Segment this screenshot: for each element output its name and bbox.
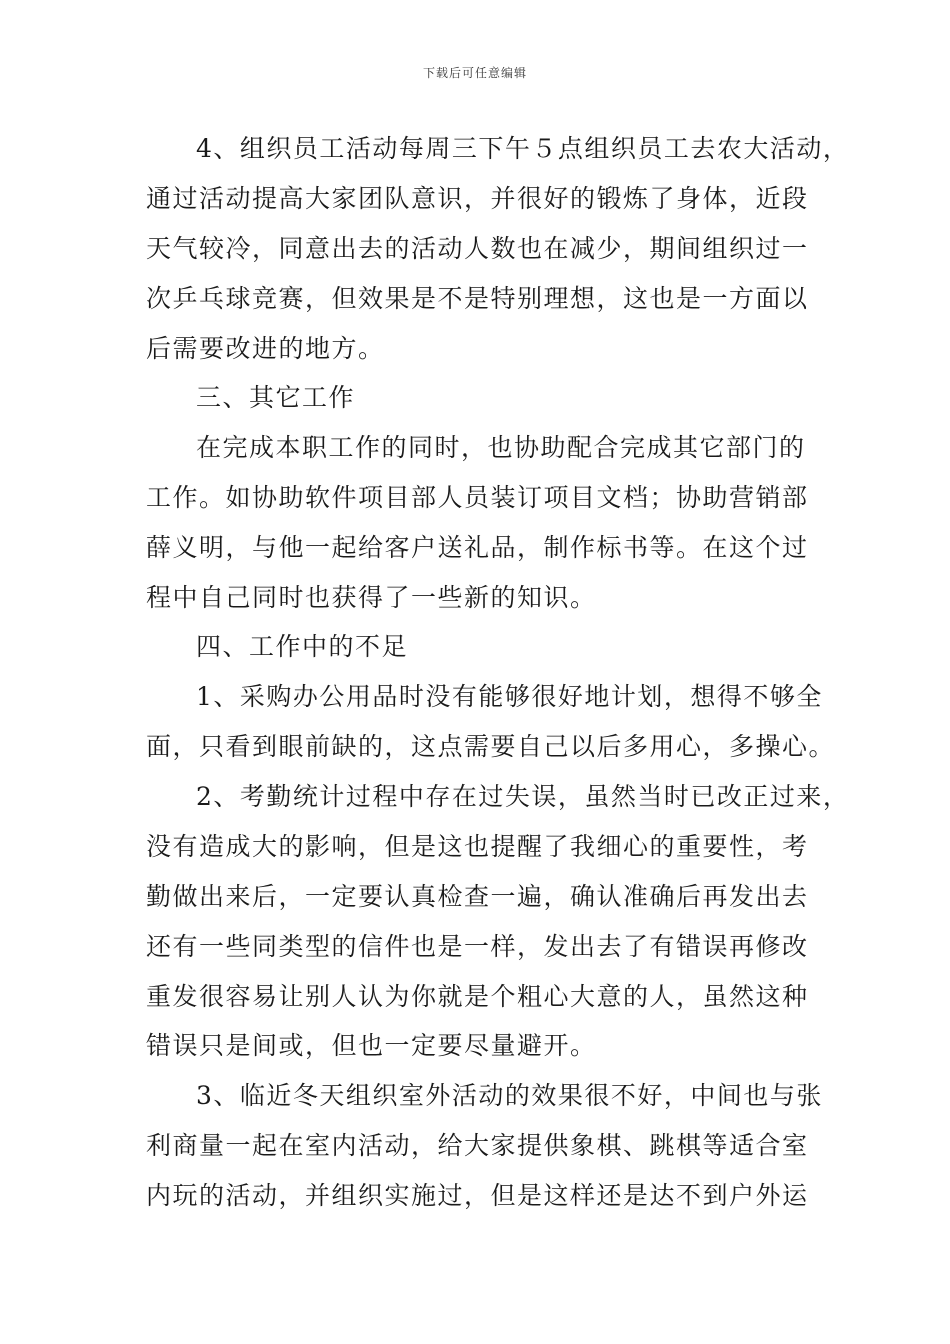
body-line: 3、临近冬天组织室外活动的效果很不好，中间也与张 xyxy=(196,1081,823,1110)
body-line: 4、组织员工活动每周三下午５点组织员工去农大活动， xyxy=(196,134,850,163)
body-line: 内玩的活动，并组织实施过，但是这样还是达不到户外运 xyxy=(146,1181,809,1210)
body-line: 通过活动提高大家团队意识，并很好的锻炼了身体，近段 xyxy=(146,184,809,213)
body-line: 利商量一起在室内活动，给大家提供象棋、跳棋等适合室 xyxy=(146,1131,809,1160)
body-line: 面，只看到眼前缺的，这点需要自己以后多用心，多操心。 xyxy=(146,732,836,761)
body-line: 错误只是间或，但也一定要尽量避开。 xyxy=(146,1031,597,1060)
body-line: 工作。如协助软件项目部人员装订项目文档；协助营销部 xyxy=(146,483,809,512)
body-line: 次乒乓球竞赛，但效果是不是特别理想，这也是一方面以 xyxy=(146,284,809,313)
body-line: 在完成本职工作的同时，也协助配合完成其它部门的 xyxy=(196,433,806,462)
section-heading: 三、其它工作 xyxy=(196,383,356,412)
body-line: 勤做出来后，一定要认真检查一遍，确认准确后再发出去 xyxy=(146,882,809,911)
body-line: 重发很容易让别人认为你就是个粗心大意的人，虽然这种 xyxy=(146,982,809,1011)
body-line: 薛义明，与他一起给客户送礼品，制作标书等。在这个过 xyxy=(146,533,809,562)
header-note: 下载后可任意编辑 xyxy=(422,66,527,80)
body-line: 2、考勤统计过程中存在过失误，虽然当时已改正过来， xyxy=(196,782,850,811)
body-line: 后需要改进的地方。 xyxy=(146,334,385,363)
body-line: 还有一些同类型的信件也是一样，发出去了有错误再修改 xyxy=(146,932,809,961)
body-line: 没有造成大的影响，但是这也提醒了我细心的重要性，考 xyxy=(146,832,809,861)
body-line: 1、采购办公用品时没有能够很好地计划，想得不够全 xyxy=(196,682,823,711)
section-heading: 四、工作中的不足 xyxy=(196,632,409,661)
body-line: 天气较冷，同意出去的活动人数也在减少，期间组织过一 xyxy=(146,234,809,263)
body-line: 程中自己同时也获得了一些新的知识。 xyxy=(146,583,597,612)
